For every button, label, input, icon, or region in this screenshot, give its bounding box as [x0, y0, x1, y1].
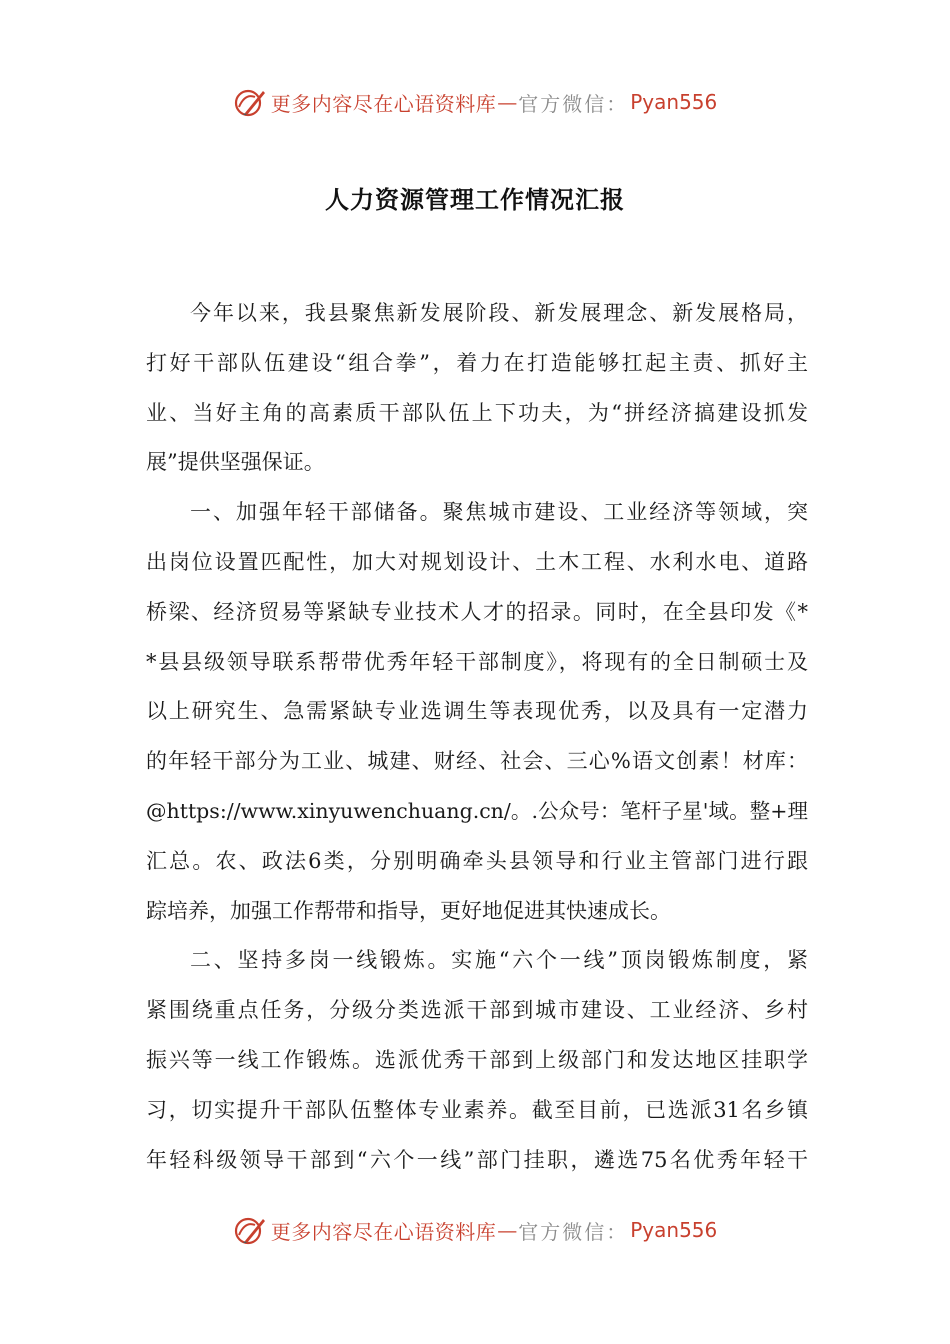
- banner-brand-text: 更多内容尽在心语资料库: [270, 1219, 497, 1244]
- body-line: *县县级领导联系帮带优秀年轻干部制度》，将现有的全日制硕士及: [146, 649, 808, 674]
- banner-wechat-id: Pyan556: [630, 90, 718, 114]
- body-line: 桥梁、经济贸易等紧缺专业技术人才的招录。同时，在全县印发《*: [146, 599, 808, 624]
- body-line: 一、加强年轻干部储备。聚焦城市建设、工业经济等领域，突: [190, 500, 808, 525]
- header-banner: [0, 82, 950, 122]
- body-line: 打好干部队伍建设“组合拳”，着力在打造能够扛起主责、抓好主: [146, 350, 808, 375]
- body-line: 紧围绕重点任务，分级分类选派干部到城市建设、工业经济、乡村: [146, 998, 808, 1023]
- body-line: 业、当好主角的高素质干部队伍上下功夫，为“拼经济搞建设抓发: [146, 400, 808, 425]
- body-line: @https://www.xinyuwenchuang.cn/。.公众号：笔杆子星'域。整+理: [146, 798, 808, 823]
- body-line: 二、坚持多岗一线锻炼。实施“六个一线”顶岗锻炼制度，紧: [190, 948, 808, 973]
- banner-dash: —: [497, 1218, 518, 1242]
- body-line: 汇总。农、政法6类，分别明确牵头县领导和行业主管部门进行跟: [146, 848, 808, 873]
- body-line: 今年以来，我县聚焦新发展阶段、新发展理念、新发展格局，: [190, 301, 808, 325]
- body-line: 振兴等一线工作锻炼。选派优秀干部到上级部门和发达地区挂职学: [146, 1047, 808, 1072]
- banner-official-label: 官方微信：: [518, 1219, 629, 1244]
- body-line: 的年轻干部分为工业、城建、财经、社会、三心%语文创素！材库：: [146, 749, 808, 774]
- banner-brand-text: 更多内容尽在心语资料库: [270, 91, 497, 116]
- pen-logo-icon: [233, 1213, 267, 1247]
- body-line: 年轻科级领导干部到“六个一线”部门挂职，遴选75名优秀年轻干: [146, 1147, 808, 1172]
- document-title: 人力资源管理工作情况汇报: [325, 185, 625, 214]
- body-line: 踪培养，加强工作帮带和指导，更好地促进其快速成长。: [146, 898, 671, 923]
- body-line: 以上研究生、急需紧缺专业选调生等表现优秀，以及具有一定潜力: [146, 699, 808, 724]
- body-line: 出岗位设置匹配性，加大对规划设计、土木工程、水利水电、道路: [146, 549, 808, 574]
- body-line: 展”提供坚强保证。: [146, 450, 325, 475]
- footer-banner: [0, 1210, 950, 1250]
- banner-dash: —: [497, 90, 518, 114]
- pen-logo-icon: [233, 85, 267, 119]
- body-line: 习，切实提升干部队伍整体专业素养。截至目前，已选派31名乡镇: [146, 1097, 808, 1122]
- banner-official-label: 官方微信：: [518, 91, 629, 116]
- banner-wechat-id: Pyan556: [630, 1218, 718, 1242]
- document-body: [146, 289, 808, 1185]
